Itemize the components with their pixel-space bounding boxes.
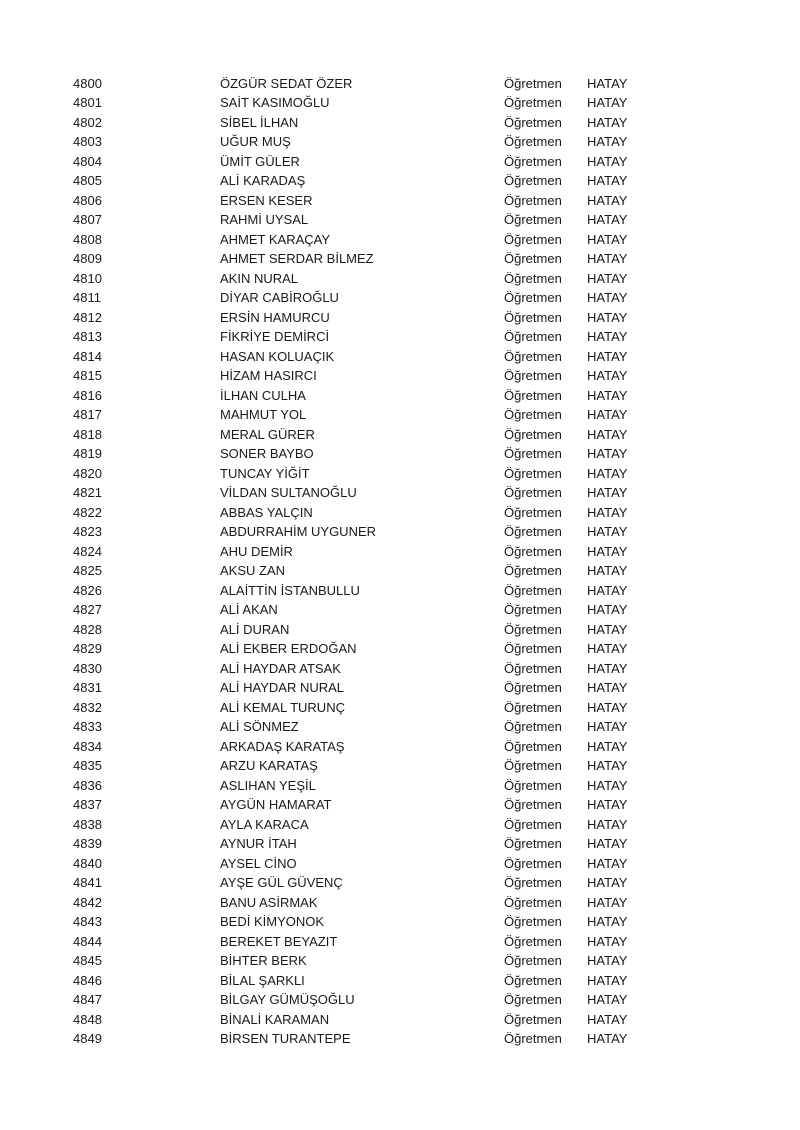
list-row [0, 113, 800, 133]
job-title: Öğretmen [504, 953, 562, 968]
job-title: Öğretmen [504, 465, 562, 481]
list-row [0, 854, 800, 874]
city-name: HATAY [587, 680, 628, 695]
row-number: 4839 [73, 836, 102, 851]
list-row [0, 776, 800, 796]
list-row [0, 620, 800, 640]
list-row [0, 971, 800, 991]
person-name: ERSEN KESER [220, 192, 313, 208]
job-title: Öğretmen [504, 309, 562, 325]
job-title: Öğretmen [504, 114, 562, 130]
job-title: Öğretmen [504, 173, 562, 188]
row-number: 4848 [73, 1011, 102, 1027]
person-name: ERSİN HAMURCU [220, 309, 330, 325]
list-row [0, 678, 800, 698]
row-number: 4827 [73, 602, 102, 617]
list-row [0, 444, 800, 464]
row-number: 4830 [73, 660, 102, 676]
row-number: 4832 [73, 699, 102, 715]
person-name: AYLA KARACA [220, 816, 309, 832]
row-number: 4823 [73, 524, 102, 539]
job-title: Öğretmen [504, 524, 562, 539]
job-title: Öğretmen [504, 699, 562, 715]
city-name: HATAY [587, 329, 628, 344]
teacher-list [0, 74, 800, 1049]
city-name: HATAY [587, 816, 628, 832]
city-name: HATAY [587, 758, 628, 773]
job-title: Öğretmen [504, 504, 562, 520]
row-number: 4843 [73, 914, 102, 929]
list-row [0, 659, 800, 679]
list-row [0, 795, 800, 815]
person-name: UĞUR MUŞ [220, 134, 291, 149]
row-number: 4836 [73, 777, 102, 793]
job-title: Öğretmen [504, 563, 562, 578]
person-name: BİLGAY GÜMÜŞOĞLU [220, 992, 355, 1007]
row-number: 4810 [73, 270, 102, 286]
person-name: AKIN NURAL [220, 270, 299, 286]
city-name: HATAY [587, 95, 628, 110]
list-row [0, 503, 800, 523]
person-name: AHMET KARAÇAY [220, 231, 331, 247]
city-name: HATAY [587, 485, 628, 500]
list-row [0, 581, 800, 601]
list-row [0, 269, 800, 289]
job-title: Öğretmen [504, 134, 562, 149]
list-row [0, 542, 800, 562]
city-name: HATAY [587, 836, 628, 851]
person-name: BANU ASİRMAK [220, 894, 318, 910]
job-title: Öğretmen [504, 875, 562, 890]
row-number: 4819 [73, 446, 102, 461]
person-name: SAİT KASIMOĞLU [220, 95, 330, 110]
row-number: 4800 [73, 75, 102, 91]
row-number: 4811 [73, 290, 101, 305]
job-title: Öğretmen [504, 231, 562, 247]
row-number: 4845 [73, 953, 102, 968]
list-row [0, 717, 800, 737]
row-number: 4808 [73, 231, 102, 247]
city-name: HATAY [587, 660, 628, 676]
list-row [0, 230, 800, 250]
city-name: HATAY [587, 309, 628, 325]
job-title: Öğretmen [504, 758, 562, 773]
job-title: Öğretmen [504, 95, 562, 110]
list-row [0, 171, 800, 191]
city-name: HATAY [587, 602, 628, 617]
row-number: 4849 [73, 1031, 102, 1046]
city-name: HATAY [587, 641, 628, 656]
row-number: 4806 [73, 192, 102, 208]
person-name: ASLIHAN YEŞİL [220, 777, 316, 793]
person-name: HASAN KOLUAÇIK [220, 348, 335, 364]
job-title: Öğretmen [504, 894, 562, 910]
city-name: HATAY [587, 134, 628, 149]
job-title: Öğretmen [504, 680, 562, 695]
person-name: ÖZGÜR SEDAT ÖZER [220, 75, 353, 91]
row-number: 4835 [73, 758, 102, 773]
row-number: 4816 [73, 387, 102, 403]
list-row [0, 288, 800, 308]
job-title: Öğretmen [504, 582, 562, 598]
person-name: AHU DEMİR [220, 543, 293, 559]
list-row [0, 756, 800, 776]
city-name: HATAY [587, 953, 628, 968]
row-number: 4801 [73, 95, 102, 110]
row-number: 4844 [73, 933, 102, 949]
list-row [0, 1029, 800, 1049]
city-name: HATAY [587, 543, 628, 559]
job-title: Öğretmen [504, 329, 562, 344]
city-name: HATAY [587, 777, 628, 793]
list-row [0, 698, 800, 718]
row-number: 4840 [73, 855, 102, 871]
person-name: BİRSEN TURANTEPE [220, 1031, 351, 1046]
list-row [0, 210, 800, 230]
job-title: Öğretmen [504, 153, 562, 169]
city-name: HATAY [587, 75, 628, 91]
job-title: Öğretmen [504, 192, 562, 208]
person-name: ALİ DURAN [220, 621, 290, 637]
person-name: BİHTER BERK [220, 953, 307, 968]
city-name: HATAY [587, 1031, 628, 1046]
job-title: Öğretmen [504, 543, 562, 559]
job-title: Öğretmen [504, 933, 562, 949]
list-row [0, 600, 800, 620]
job-title: Öğretmen [504, 660, 562, 676]
city-name: HATAY [587, 153, 628, 169]
person-name: BİNALİ KARAMAN [220, 1011, 330, 1027]
list-row [0, 464, 800, 484]
job-title: Öğretmen [504, 719, 562, 734]
row-number: 4821 [73, 485, 102, 500]
person-name: ARKADAŞ KARATAŞ [220, 738, 345, 754]
job-title: Öğretmen [504, 992, 562, 1007]
job-title: Öğretmen [504, 777, 562, 793]
row-number: 4838 [73, 816, 102, 832]
list-row [0, 951, 800, 971]
person-name: HİZAM HASIRCI [220, 368, 317, 383]
job-title: Öğretmen [504, 368, 562, 383]
person-name: AYŞE GÜL GÜVENÇ [220, 875, 343, 890]
city-name: HATAY [587, 992, 628, 1007]
city-name: HATAY [587, 582, 628, 598]
person-name: ALİ HAYDAR ATSAK [220, 660, 341, 676]
row-number: 4812 [73, 309, 102, 325]
city-name: HATAY [587, 270, 628, 286]
job-title: Öğretmen [504, 972, 562, 988]
row-number: 4824 [73, 543, 102, 559]
city-name: HATAY [587, 1011, 628, 1027]
job-title: Öğretmen [504, 1031, 562, 1046]
list-row [0, 327, 800, 347]
city-name: HATAY [587, 426, 628, 442]
person-name: MERAL GÜRER [220, 426, 315, 442]
row-number: 4809 [73, 251, 102, 266]
list-row [0, 74, 800, 94]
job-title: Öğretmen [504, 75, 562, 91]
row-number: 4813 [73, 329, 102, 344]
row-number: 4833 [73, 719, 102, 734]
row-number: 4826 [73, 582, 102, 598]
job-title: Öğretmen [504, 1011, 562, 1027]
city-name: HATAY [587, 192, 628, 208]
person-name: BEDİ KİMYONOK [220, 914, 325, 929]
city-name: HATAY [587, 972, 628, 988]
city-name: HATAY [587, 251, 628, 266]
list-row [0, 1010, 800, 1030]
row-number: 4802 [73, 114, 102, 130]
list-row [0, 483, 800, 503]
list-row [0, 366, 800, 386]
person-name: ABDURRAHİM UYGUNER [220, 524, 377, 539]
person-name: TUNCAY YİĞİT [220, 465, 310, 481]
person-name: AHMET SERDAR BİLMEZ [220, 251, 374, 266]
city-name: HATAY [587, 524, 628, 539]
job-title: Öğretmen [504, 387, 562, 403]
city-name: HATAY [587, 173, 628, 188]
person-name: RAHMİ UYSAL [220, 212, 309, 227]
row-number: 4828 [73, 621, 102, 637]
list-row [0, 249, 800, 269]
job-title: Öğretmen [504, 621, 562, 637]
row-number: 4846 [73, 972, 102, 988]
person-name: BİLAL ŞARKLI [220, 972, 305, 988]
job-title: Öğretmen [504, 797, 562, 812]
row-number: 4815 [73, 368, 102, 383]
row-number: 4829 [73, 641, 102, 656]
list-row [0, 912, 800, 932]
row-number: 4814 [73, 348, 102, 364]
job-title: Öğretmen [504, 251, 562, 266]
city-name: HATAY [587, 621, 628, 637]
row-number: 4807 [73, 212, 102, 227]
list-row [0, 386, 800, 406]
job-title: Öğretmen [504, 426, 562, 442]
row-number: 4842 [73, 894, 102, 910]
job-title: Öğretmen [504, 407, 562, 422]
list-row [0, 815, 800, 835]
list-row [0, 834, 800, 854]
job-title: Öğretmen [504, 641, 562, 656]
list-row [0, 347, 800, 367]
list-row [0, 932, 800, 952]
city-name: HATAY [587, 797, 628, 812]
city-name: HATAY [587, 563, 628, 578]
list-row [0, 893, 800, 913]
row-number: 4825 [73, 563, 102, 578]
row-number: 4837 [73, 797, 102, 812]
person-name: BEREKET BEYAZIT [220, 933, 338, 949]
list-row [0, 561, 800, 581]
city-name: HATAY [587, 114, 628, 130]
list-row [0, 93, 800, 113]
job-title: Öğretmen [504, 348, 562, 364]
person-name: ALAİTTİN İSTANBULLU [220, 582, 360, 598]
person-name: DİYAR CABİROĞLU [220, 290, 339, 305]
job-title: Öğretmen [504, 602, 562, 617]
job-title: Öğretmen [504, 816, 562, 832]
list-row [0, 152, 800, 172]
person-name: ALİ AKAN [220, 602, 278, 617]
city-name: HATAY [587, 368, 628, 383]
person-name: ABBAS YALÇIN [220, 504, 313, 520]
person-name: AYNUR İTAH [220, 836, 297, 851]
city-name: HATAY [587, 387, 628, 403]
job-title: Öğretmen [504, 212, 562, 227]
list-row [0, 639, 800, 659]
person-name: MAHMUT YOL [220, 407, 307, 422]
job-title: Öğretmen [504, 836, 562, 851]
city-name: HATAY [587, 855, 628, 871]
row-number: 4818 [73, 426, 102, 442]
row-number: 4831 [73, 680, 102, 695]
city-name: HATAY [587, 290, 628, 305]
person-name: ÜMİT GÜLER [220, 153, 300, 169]
list-row [0, 132, 800, 152]
person-name: VİLDAN SULTANOĞLU [220, 485, 357, 500]
row-number: 4820 [73, 465, 102, 481]
list-row [0, 873, 800, 893]
person-name: FİKRİYE DEMİRCİ [220, 329, 330, 344]
job-title: Öğretmen [504, 290, 562, 305]
list-row [0, 990, 800, 1010]
list-row [0, 425, 800, 445]
city-name: HATAY [587, 348, 628, 364]
person-name: ALİ KARADAŞ [220, 173, 306, 188]
city-name: HATAY [587, 894, 628, 910]
row-number: 4822 [73, 504, 102, 520]
list-row [0, 737, 800, 757]
city-name: HATAY [587, 231, 628, 247]
job-title: Öğretmen [504, 446, 562, 461]
city-name: HATAY [587, 504, 628, 520]
person-name: ALİ SÖNMEZ [220, 719, 299, 734]
list-row [0, 522, 800, 542]
city-name: HATAY [587, 738, 628, 754]
city-name: HATAY [587, 699, 628, 715]
person-name: SİBEL İLHAN [220, 114, 299, 130]
person-name: SONER BAYBO [220, 446, 314, 461]
city-name: HATAY [587, 407, 628, 422]
city-name: HATAY [587, 933, 628, 949]
person-name: ARZU KARATAŞ [220, 758, 318, 773]
job-title: Öğretmen [504, 270, 562, 286]
job-title: Öğretmen [504, 738, 562, 754]
job-title: Öğretmen [504, 485, 562, 500]
job-title: Öğretmen [504, 855, 562, 871]
row-number: 4847 [73, 992, 102, 1007]
person-name: AYGÜN HAMARAT [220, 797, 332, 812]
person-name: İLHAN CULHA [220, 387, 306, 403]
city-name: HATAY [587, 719, 628, 734]
list-row [0, 308, 800, 328]
person-name: ALİ EKBER ERDOĞAN [220, 641, 357, 656]
list-row [0, 191, 800, 211]
list-row [0, 405, 800, 425]
job-title: Öğretmen [504, 914, 562, 929]
city-name: HATAY [587, 212, 628, 227]
row-number: 4834 [73, 738, 102, 754]
row-number: 4803 [73, 134, 102, 149]
person-name: ALİ HAYDAR NURAL [220, 680, 345, 695]
city-name: HATAY [587, 446, 628, 461]
row-number: 4841 [73, 875, 102, 890]
city-name: HATAY [587, 914, 628, 929]
row-number: 4804 [73, 153, 102, 169]
row-number: 4817 [73, 407, 102, 422]
person-name: ALİ KEMAL TURUNÇ [220, 699, 345, 715]
city-name: HATAY [587, 875, 628, 890]
city-name: HATAY [587, 465, 628, 481]
person-name: AYSEL CİNO [220, 855, 297, 871]
row-number: 4805 [73, 173, 102, 188]
person-name: AKSU ZAN [220, 563, 286, 578]
